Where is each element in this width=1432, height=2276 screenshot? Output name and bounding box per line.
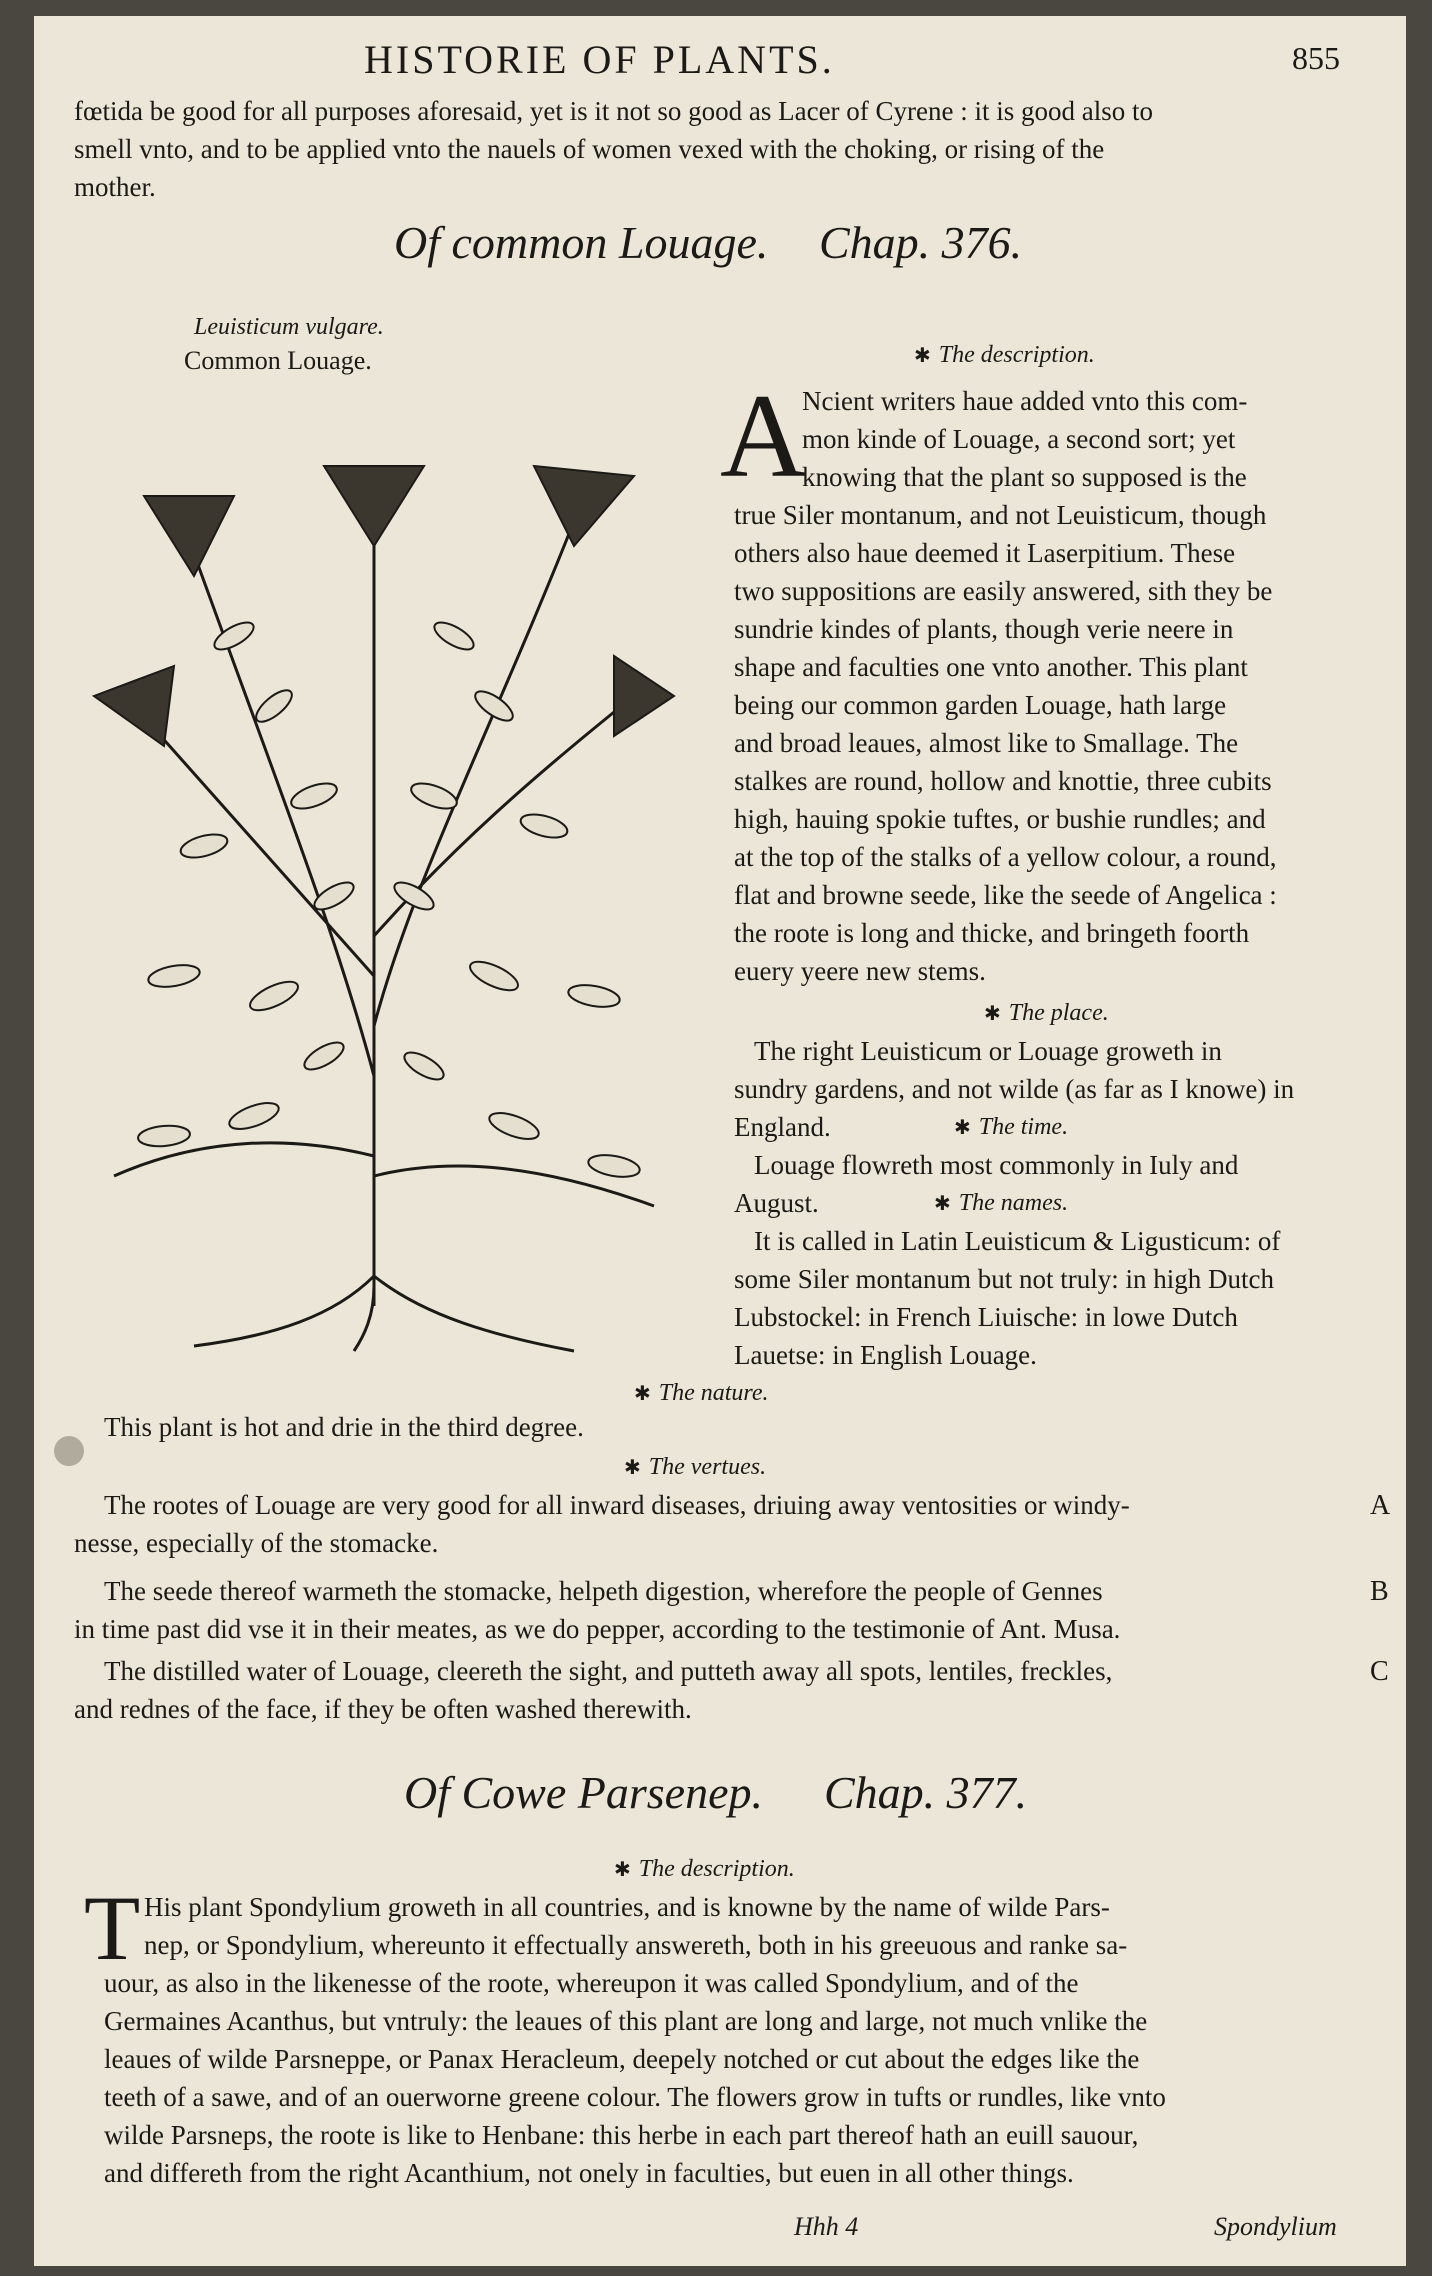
louage-woodcut-illustration (74, 376, 694, 1356)
names-line: Lubstockel: in French Liuische: in lowe Dutch (734, 1302, 1238, 1332)
drop-cap: A (720, 369, 807, 502)
description-line: mon kinde of Louage, a second sort; yet (802, 424, 1236, 454)
place-line: England. (734, 1112, 831, 1142)
description-line: the roote is long and thicke, and bringeth foorth (734, 918, 1250, 948)
margin-letter-c: C (1370, 1656, 1389, 1687)
book-page (34, 16, 1406, 2266)
chapter-377-title: Of Cowe Parsenep. (404, 1767, 764, 1818)
description-line: others also haue deemed it Laserpitium. These (734, 538, 1236, 568)
names-line: Lauetse: in English Louage. (734, 1340, 1037, 1370)
vertue-b-line: in time past did vse it in their meates, as we do pepper, according to the testimonie of Ant. Musa. (74, 1614, 1121, 1644)
description-line: true Siler montanum, and not Leuisticum, though (734, 500, 1267, 530)
margin-letter-a: A (1370, 1490, 1391, 1521)
figure-label-latin: Leuisticum vulgare. (194, 314, 384, 340)
chapter-377-line: teeth of a sawe, and of an ouerworne greene colour. The flowers grow in tufts or rundles, like vnto (104, 2082, 1166, 2112)
description-line: Ncient writers haue added vnto this com- (802, 386, 1248, 416)
names-line: It is called in Latin Leuisticum & Ligusticum: of (754, 1226, 1281, 1256)
vertue-a-line: The rootes of Louage are very good for all inward diseases, driuing away ventosities or windy- (104, 1490, 1130, 1520)
description-line: being our common garden Louage, hath large (734, 690, 1227, 720)
vertue-c-line: and rednes of the face, if they be often washed therewith. (74, 1694, 692, 1724)
margin-letter-b: B (1370, 1576, 1389, 1607)
nature-line: This plant is hot and drie in the third degree. (104, 1412, 584, 1442)
asterism-icon: ✱ (634, 1383, 651, 1405)
description-line: euery yeere new stems. (734, 956, 986, 986)
description-line: knowing that the plant so supposed is the (802, 462, 1247, 492)
ink-blot (54, 1436, 84, 1466)
place-line: The right Leuisticum or Louage groweth in (754, 1036, 1222, 1066)
description-line: stalkes are round, hollow and knottie, three cubits (734, 766, 1272, 796)
chapter-377-line: uour, as also in the likenesse of the roote, whereupon it was called Spondylium, and of the (104, 1968, 1079, 1998)
running-head-title: HISTORIE OF PLANTS. (364, 37, 835, 82)
description-line: at the top of the stalks of a yellow colour, a round, (734, 842, 1277, 872)
woodcut-svg (74, 376, 694, 1356)
description-line: shape and faculties one vnto another. This plant (734, 652, 1248, 682)
asterism-icon: ✱ (614, 1859, 631, 1881)
description-heading: ✱ The description. (914, 342, 1095, 368)
vertue-b-line: The seede thereof warmeth the stomacke, helpeth digestion, wherefore the people of Gennes (104, 1576, 1103, 1606)
running-head (34, 30, 1406, 90)
asterism-icon: ✱ (984, 1003, 1001, 1025)
drop-cap-377: T (84, 1877, 141, 1979)
place-line: sundry gardens, and not wilde (as far as I knowe) in (734, 1074, 1295, 1104)
page-number: 855 (1292, 40, 1340, 76)
description-line: and broad leaues, almost like to Smallage. The (734, 728, 1239, 758)
chapter-377-line: His plant Spondylium groweth in all countries, and is knowne by the name of wilde Pars- (144, 1892, 1110, 1922)
time-heading: ✱ The time. (954, 1114, 1069, 1140)
signature-mark: Hhh 4 (794, 2212, 859, 2241)
figure-label-english: Common Louage. (184, 346, 372, 375)
vertues-heading: ✱ The vertues. (624, 1454, 767, 1480)
description-line: sundrie kindes of plants, though verie neere in (734, 614, 1234, 644)
intro-line: smell vnto, and to be applied vnto the nauels of women vexed with the choking, or rising of the (74, 134, 1105, 164)
intro-line: mother. (74, 172, 156, 202)
chapter-377-line: and differeth from the right Acanthium, not onely in faculties, but euen in all other things. (104, 2158, 1074, 2188)
asterism-icon: ✱ (954, 1117, 971, 1139)
place-heading: ✱ The place. (984, 1000, 1109, 1026)
asterism-icon: ✱ (914, 345, 931, 367)
names-line: some Siler montanum but not truly: in high Dutch (734, 1264, 1274, 1294)
time-line: August. (734, 1188, 819, 1218)
nature-heading: ✱ The nature. (634, 1380, 769, 1406)
vertue-c-line: The distilled water of Louage, cleereth the sight, and putteth away all spots, lentiles, freckles, (104, 1656, 1113, 1686)
description-heading-377: ✱ The description. (614, 1856, 795, 1882)
catchword: Spondylium (1214, 2212, 1337, 2241)
chapter-377-line: leaues of wilde Parsneppe, or Panax Heracleum, deepely notched or cut about the edges like the (104, 2044, 1140, 2074)
chapter-377-line: Germaines Acanthus, but vntruly: the leaues of this plant are long and large, not much vnlike the (104, 2006, 1148, 2036)
chapter-376-label: Chap. 376. (819, 217, 1023, 268)
intro-line: fœtida be good for all purposes aforesaid, yet is it not so good as Lacer of Cyrene : it is good also to (74, 96, 1154, 126)
asterism-icon: ✱ (934, 1193, 951, 1215)
vertue-a-line: nesse, especially of the stomacke. (74, 1528, 439, 1558)
description-line: flat and browne seede, like the seede of Angelica : (734, 880, 1277, 910)
description-line: two suppositions are easily answered, sith they be (734, 576, 1273, 606)
chapter-377-line: nep, or Spondylium, whereunto it effectually answereth, both in his greeuous and ranke sa- (144, 1930, 1128, 1960)
chapter-377-label: Chap. 377. (824, 1767, 1028, 1818)
chapter-376-title: Of common Louage. (394, 217, 769, 268)
description-line: high, hauing spokie tuftes, or bushie rundles; and (734, 804, 1266, 834)
asterism-icon: ✱ (624, 1457, 641, 1479)
time-line: Louage flowreth most commonly in Iuly and (754, 1150, 1239, 1180)
chapter-377-line: wilde Parsneps, the roote is like to Henbane: this herbe in each part thereof hath an euill sauour, (104, 2120, 1139, 2150)
names-heading: ✱ The names. (934, 1190, 1069, 1216)
